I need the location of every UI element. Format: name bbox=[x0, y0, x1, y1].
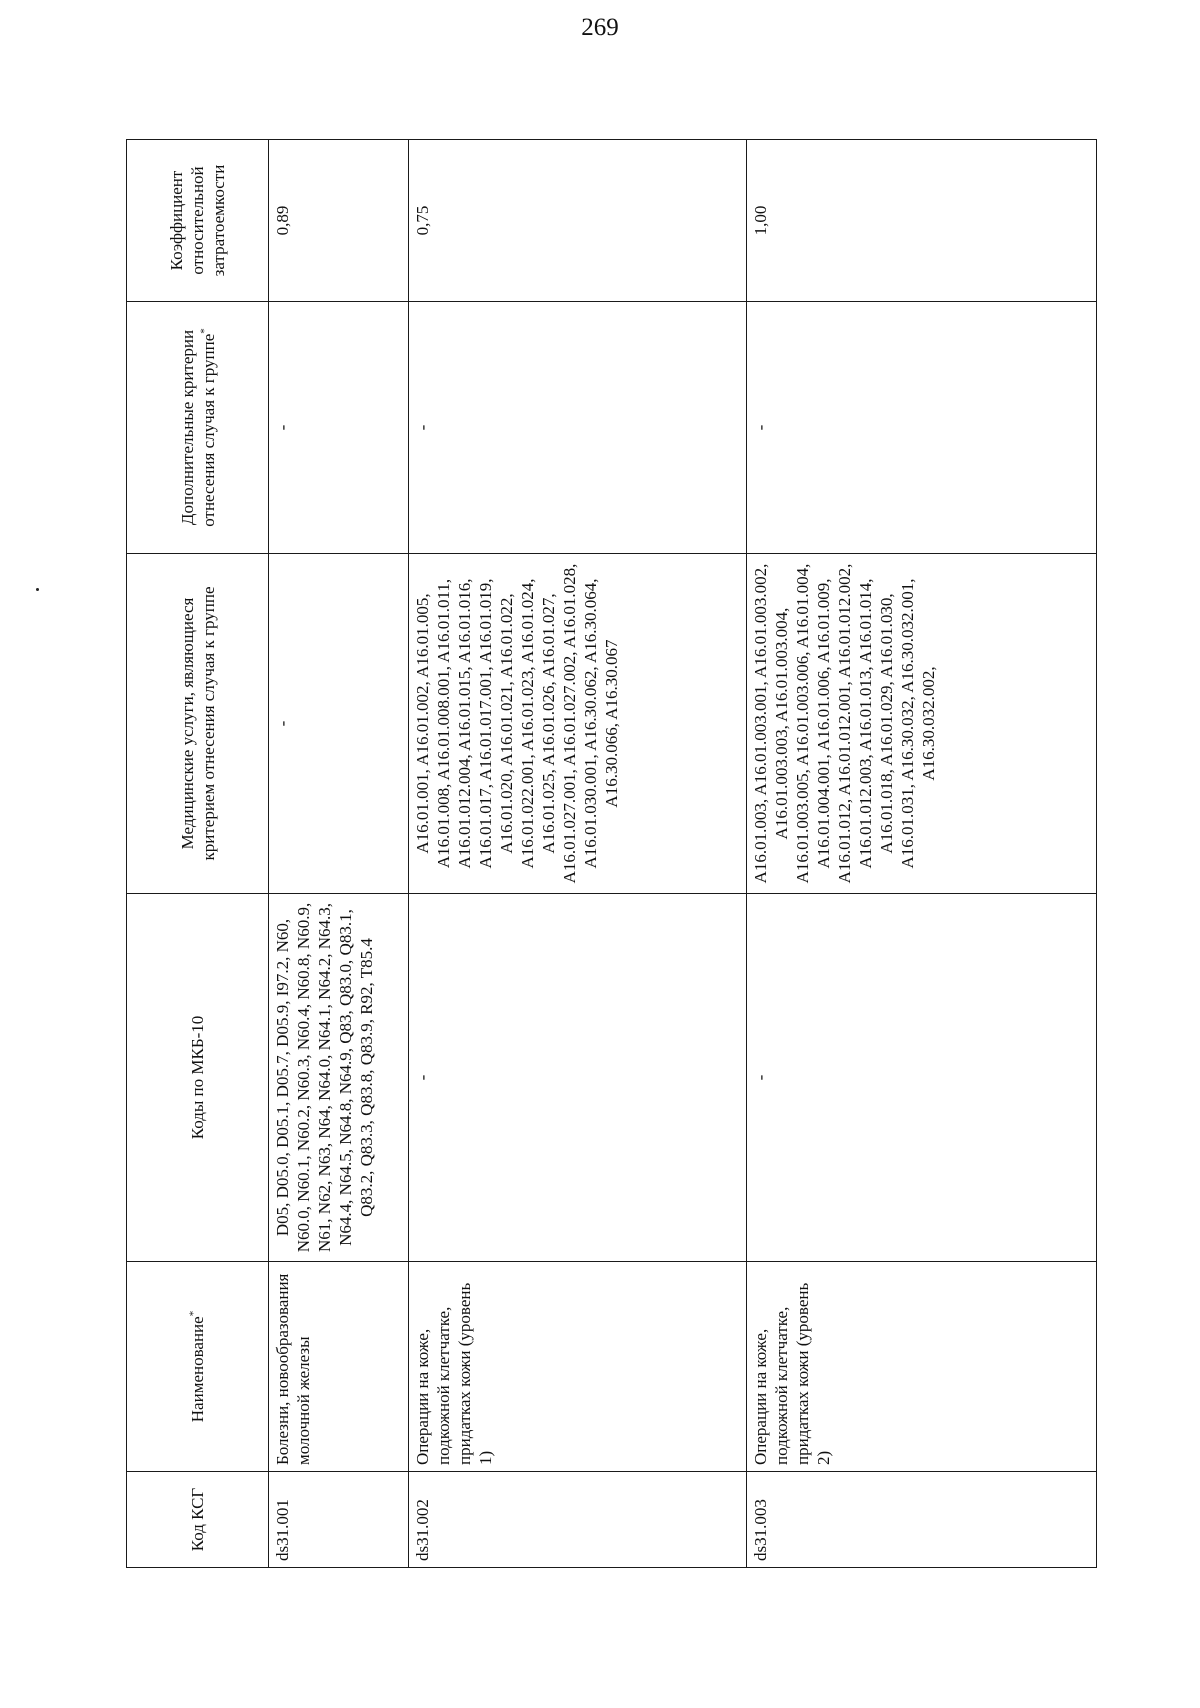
table-row bbox=[269, 140, 409, 1568]
coefficient-cell: 0,89 bbox=[269, 140, 409, 302]
table-frame bbox=[126, 140, 1096, 1568]
table-header-row bbox=[127, 140, 269, 1568]
ksg-name-cell: Болезни, новообразования молочной железы bbox=[269, 1262, 409, 1472]
ksg-code-cell: ds31.001 bbox=[269, 1472, 409, 1568]
criteria-cell: - bbox=[269, 302, 409, 554]
header-coefficient: Коэффициент относительной затратоемкости bbox=[127, 140, 269, 302]
criteria-cell: - bbox=[747, 302, 1097, 554]
footnote-mark: * bbox=[187, 1310, 200, 1317]
criteria-cell: - bbox=[409, 302, 747, 554]
header-criteria: Дополнительные критерии отнесения случая к группе* bbox=[127, 302, 269, 554]
scan-speck bbox=[36, 588, 39, 591]
services-cell: - bbox=[269, 554, 409, 894]
header-icd: Коды по МКБ-10 bbox=[127, 894, 269, 1262]
ksg-name-cell: Операции на коже, подкожной клетчатке, придатках кожи (уровень 1) bbox=[409, 1262, 747, 1472]
footnote-mark: * bbox=[197, 328, 210, 334]
ksg-code-cell: ds31.002 bbox=[409, 1472, 747, 1568]
page-number: 269 bbox=[581, 14, 619, 41]
icd-codes-cell: D05, D05.0, D05.1, D05.7, D05.9, I97.2, N60, N60.0, N60.1, N60.2, N60.3, N60.4, N60.8, N60.9, N61, N62, N63, N64, N64.0, N64.1, N64.2, N64.3, N64.4, N64.5, N64.8, N64.9, Q83, Q83.0, Q83.1, Q83.2, Q83.3, Q83.8, Q83.9, R92, T85.4 bbox=[269, 894, 409, 1262]
services-cell: A16.01.001, A16.01.002, A16.01.005, A16.01.008, A16.01.008.001, A16.01.011, A16.01.012.004, A16.01.015, A16.01.016, A16.01.017, A16.01.017.001, A16.01.019, A16.01.020, A16.01.021, A16.01.022, A16.01.022.001, A16.01.023, A16.01.024, A16.01.025, A16.01.026, A16.01.027, A16.01.027.001, A16.01.027.002, A16.01.028, A16.01.030.001, A16.30.062, A16.30.064, A16.30.066, A16.30.067 bbox=[409, 554, 747, 894]
services-cell: A16.01.003, A16.01.003.001, A16.01.003.002, A16.01.003.003, A16.01.003.004, A16.01.003.005, A16.01.003.006, A16.01.004, A16.01.004.001, A16.01.006, A16.01.009, A16.01.012, A16.01.012.001, A16.01.012.002, A16.01.012.003, A16.01.013, A16.01.014, A16.01.018, A16.01.029, A16.01.030, A16.01.031, A16.30.032, A16.30.032.001, A16.30.032.002, bbox=[747, 554, 1097, 894]
ksg-name-cell: Операции на коже, подкожной клетчатке, придатках кожи (уровень 2) bbox=[747, 1262, 1097, 1472]
coefficient-cell: 0,75 bbox=[409, 140, 747, 302]
header-code: Код КСГ bbox=[127, 1472, 269, 1568]
header-name: Наименование* bbox=[127, 1262, 269, 1472]
ksg-code-cell: ds31.003 bbox=[747, 1472, 1097, 1568]
ksg-table bbox=[126, 139, 1097, 1568]
header-services: Медицинские услуги, являющиеся критерием отнесения случая к группе bbox=[127, 554, 269, 894]
table-row bbox=[747, 140, 1097, 1568]
icd-codes-cell: - bbox=[747, 894, 1097, 1262]
table-row bbox=[409, 140, 747, 1568]
icd-codes-cell: - bbox=[409, 894, 747, 1262]
coefficient-cell: 1,00 bbox=[747, 140, 1097, 302]
rotated-table-wrapper bbox=[126, 140, 1096, 1568]
